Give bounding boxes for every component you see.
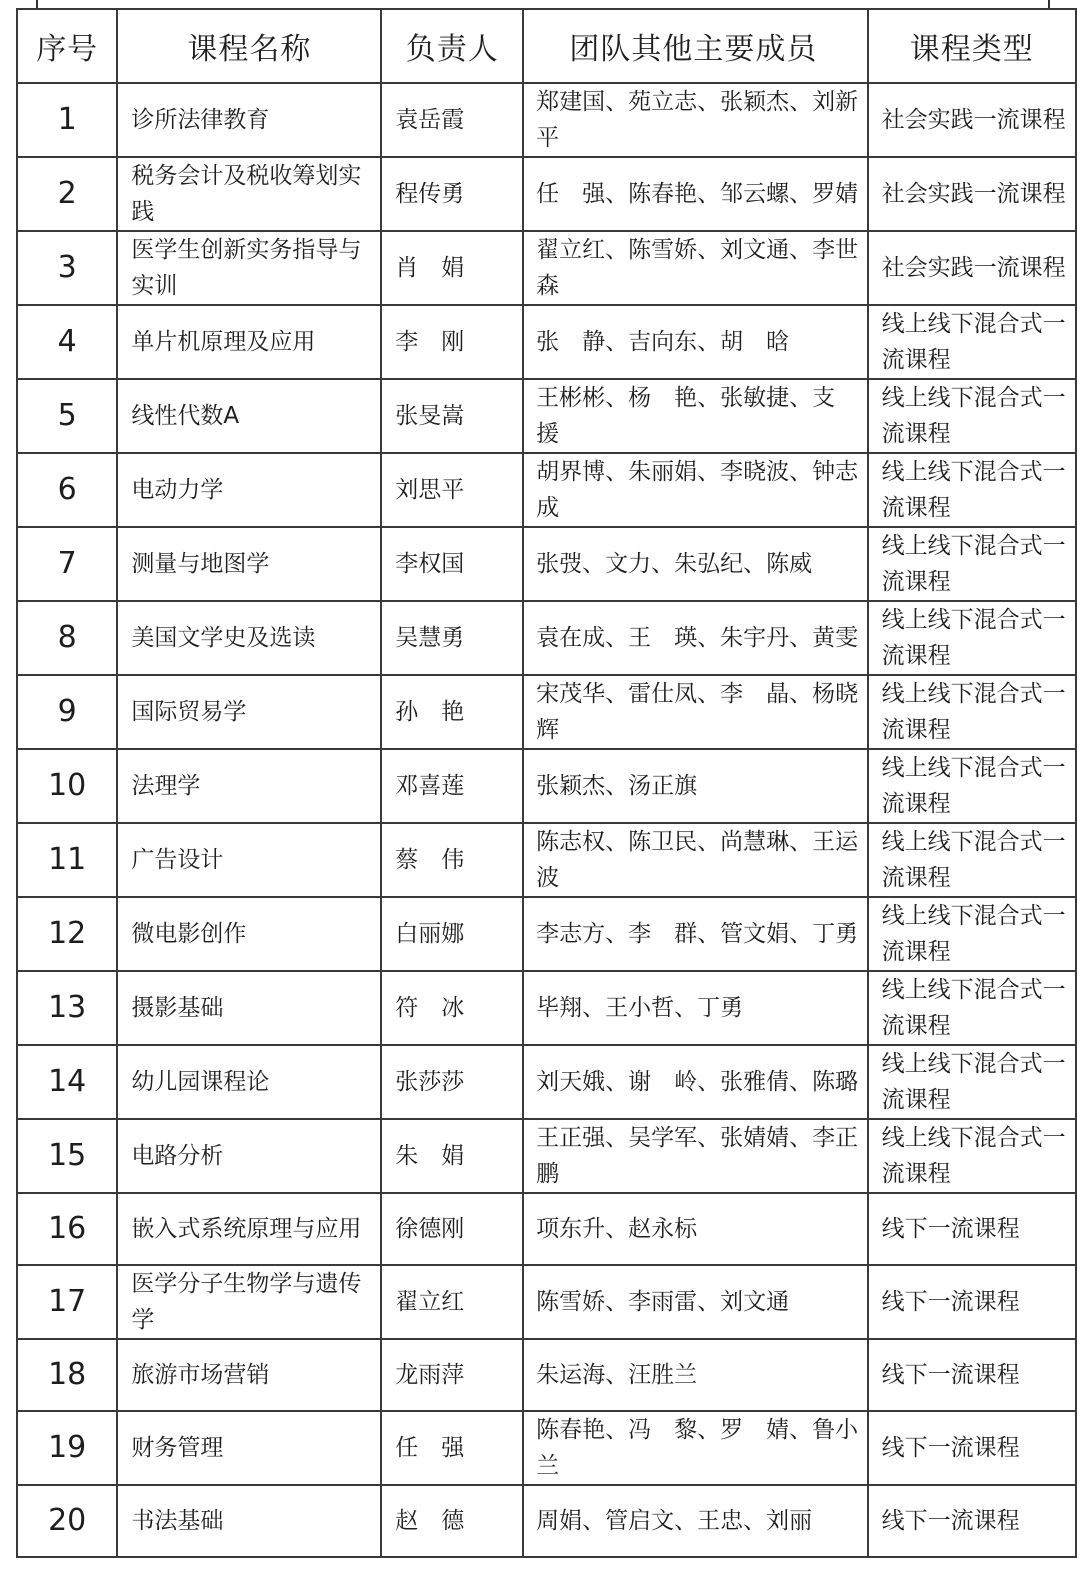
row-leader-cell: [381, 379, 523, 453]
row-course-name-cell: [117, 231, 381, 305]
row-leader-cell: [381, 1265, 523, 1339]
row-no-cell: [17, 527, 117, 601]
row-course-name: 广告设计: [131, 847, 224, 873]
row-team-members-cell: [523, 971, 867, 1045]
row-no: 5: [57, 398, 77, 433]
table-row: [17, 1265, 1076, 1339]
row-leader: 符 冰: [395, 995, 465, 1021]
table-row: [17, 1339, 1076, 1411]
row-leader-cell: [381, 1339, 523, 1411]
row-no-cell: [17, 601, 117, 675]
row-course-type-cell: [868, 749, 1076, 823]
table-row: [17, 1119, 1076, 1193]
row-leader-cell: [381, 749, 523, 823]
row-course-name-cell: [117, 971, 381, 1045]
row-course-name: 单片机原理及应用: [131, 329, 316, 355]
row-team-members: 王正强、吴学军、张婧婧、李正鹏: [536, 1125, 859, 1187]
row-no: 20: [48, 1503, 87, 1538]
row-leader: 张莎莎: [395, 1069, 465, 1095]
row-course-type: 线上线下混合式一流课程: [881, 1051, 1066, 1113]
row-no-cell: [17, 971, 117, 1045]
row-no: 16: [48, 1211, 87, 1246]
row-team-members: 项东升、赵永标: [536, 1216, 698, 1242]
row-course-type-cell: [868, 601, 1076, 675]
row-course-type: 线上线下混合式一流课程: [881, 385, 1066, 447]
row-team-members: 袁在成、王 瑛、朱宇丹、黄雯: [536, 625, 859, 651]
row-leader: 白丽娜: [395, 921, 465, 947]
table-row: [17, 675, 1076, 749]
row-leader: 赵 德: [395, 1508, 465, 1534]
header-row: [17, 9, 1076, 83]
table-row: [17, 1193, 1076, 1265]
row-course-type: 社会实践一流课程: [881, 255, 1066, 281]
row-course-name-cell: [117, 379, 381, 453]
row-course-name: 医学生创新实务指导与实训: [131, 237, 362, 299]
row-leader: 肖 娟: [395, 255, 465, 281]
row-course-type-cell: [868, 1485, 1076, 1557]
row-no: 13: [48, 990, 87, 1025]
row-course-name-cell: [117, 601, 381, 675]
row-course-type: 线上线下混合式一流课程: [881, 755, 1066, 817]
row-leader-cell: [381, 305, 523, 379]
row-course-type-cell: [868, 1193, 1076, 1265]
row-no-cell: [17, 305, 117, 379]
row-team-members: 陈志权、陈卫民、尚慧琳、王运波: [536, 829, 859, 891]
row-no-cell: [17, 83, 117, 157]
row-team-members-cell: [523, 305, 867, 379]
row-leader-cell: [381, 231, 523, 305]
row-leader-cell: [381, 897, 523, 971]
header-no: 序号: [17, 9, 117, 83]
row-course-name-cell: [117, 1339, 381, 1411]
row-team-members-cell: [523, 749, 867, 823]
row-course-name: 嵌入式系统原理与应用: [131, 1216, 362, 1242]
row-leader-cell: [381, 823, 523, 897]
row-leader: 李权国: [395, 551, 465, 577]
row-leader: 程传勇: [395, 181, 465, 207]
row-course-name-cell: [117, 527, 381, 601]
row-no-cell: [17, 675, 117, 749]
row-course-name: 旅游市场营销: [131, 1362, 270, 1388]
row-course-type: 线上线下混合式一流课程: [881, 533, 1066, 595]
row-no-cell: [17, 1265, 117, 1339]
row-leader: 蔡 伟: [395, 847, 465, 873]
table-row: [17, 453, 1076, 527]
row-team-members: 胡界博、朱丽娟、李晓波、钟志成: [536, 459, 859, 521]
row-no: 1: [57, 102, 77, 137]
row-no: 3: [57, 250, 77, 285]
row-team-members-cell: [523, 1045, 867, 1119]
table-row: [17, 1485, 1076, 1557]
edge-line-left: [36, 0, 38, 8]
row-course-name-cell: [117, 675, 381, 749]
row-team-members-cell: [523, 527, 867, 601]
row-course-type-cell: [868, 1339, 1076, 1411]
row-team-members: 陈雪娇、李雨雷、刘文通: [536, 1289, 790, 1315]
row-course-name: 美国文学史及选读: [131, 625, 316, 651]
row-course-name-cell: [117, 1265, 381, 1339]
row-leader-cell: [381, 1193, 523, 1265]
row-team-members: 刘天娥、谢 岭、张雅倩、陈璐: [536, 1069, 859, 1095]
row-course-name: 电路分析: [131, 1143, 224, 1169]
row-no-cell: [17, 1339, 117, 1411]
header-course-type: 课程类型: [868, 9, 1076, 83]
row-course-type-cell: [868, 231, 1076, 305]
row-team-members: 朱运海、汪胜兰: [536, 1362, 698, 1388]
row-team-members-cell: [523, 453, 867, 527]
table-row: [17, 527, 1076, 601]
row-course-type: 线下一流课程: [881, 1508, 1020, 1534]
row-team-members-cell: [523, 157, 867, 231]
row-team-members-cell: [523, 601, 867, 675]
row-course-name-cell: [117, 453, 381, 527]
row-course-name-cell: [117, 1193, 381, 1265]
row-leader: 张旻嵩: [395, 403, 465, 429]
row-course-name: 微电影创作: [131, 921, 247, 947]
table-row: [17, 157, 1076, 231]
row-leader-cell: [381, 157, 523, 231]
row-course-type: 线下一流课程: [881, 1216, 1020, 1242]
row-course-type-cell: [868, 971, 1076, 1045]
row-course-name: 幼儿园课程论: [131, 1069, 270, 1095]
row-no-cell: [17, 453, 117, 527]
row-no: 14: [48, 1064, 87, 1099]
row-course-type-cell: [868, 1411, 1076, 1485]
row-course-name-cell: [117, 157, 381, 231]
row-course-name: 医学分子生物学与遗传学: [131, 1271, 362, 1333]
row-course-type-cell: [868, 157, 1076, 231]
row-leader: 徐德刚: [395, 1216, 465, 1242]
row-course-name-cell: [117, 1119, 381, 1193]
header-team-members: 团队其他主要成员: [523, 9, 867, 83]
row-no-cell: [17, 1411, 117, 1485]
row-no-cell: [17, 897, 117, 971]
table-row: [17, 305, 1076, 379]
row-course-name: 线性代数A: [131, 403, 240, 429]
edge-line-right: [1048, 0, 1050, 8]
row-course-name: 诊所法律教育: [131, 107, 270, 133]
row-course-name-cell: [117, 1411, 381, 1485]
table-row: [17, 601, 1076, 675]
row-team-members-cell: [523, 1411, 867, 1485]
row-course-type: 线上线下混合式一流课程: [881, 1125, 1066, 1187]
row-team-members: 任 强、陈春艳、邹云螺、罗婧: [536, 181, 859, 207]
row-leader: 朱 娟: [395, 1143, 465, 1169]
row-team-members-cell: [523, 83, 867, 157]
table-body: [17, 83, 1076, 1557]
row-leader-cell: [381, 601, 523, 675]
row-no: 9: [57, 694, 77, 729]
row-course-name-cell: [117, 305, 381, 379]
row-no-cell: [17, 1485, 117, 1557]
row-course-type-cell: [868, 897, 1076, 971]
table-row: [17, 231, 1076, 305]
row-course-type-cell: [868, 675, 1076, 749]
table-row: [17, 749, 1076, 823]
row-no: 15: [48, 1138, 87, 1173]
row-course-type-cell: [868, 823, 1076, 897]
row-team-members-cell: [523, 231, 867, 305]
row-team-members-cell: [523, 1265, 867, 1339]
row-course-type: 线下一流课程: [881, 1435, 1020, 1461]
header-leader: 负责人: [381, 9, 523, 83]
row-course-name: 法理学: [131, 773, 201, 799]
row-no: 12: [48, 916, 87, 951]
row-team-members-cell: [523, 823, 867, 897]
row-course-type: 线上线下混合式一流课程: [881, 829, 1066, 891]
row-no: 6: [57, 472, 77, 507]
row-leader: 袁岳霞: [395, 107, 465, 133]
row-course-type-cell: [868, 379, 1076, 453]
row-course-name-cell: [117, 83, 381, 157]
row-team-members-cell: [523, 897, 867, 971]
row-no: 7: [57, 546, 77, 581]
row-leader-cell: [381, 1411, 523, 1485]
row-course-type-cell: [868, 1119, 1076, 1193]
row-leader: 孙 艳: [395, 699, 465, 725]
row-no: 18: [48, 1357, 87, 1392]
row-course-type-cell: [868, 453, 1076, 527]
row-team-members: 王彬彬、杨 艳、张敏捷、支 援: [536, 385, 859, 447]
header-course-name: 课程名称: [117, 9, 381, 83]
row-course-name: 税务会计及税收筹划实践: [131, 163, 362, 225]
row-team-members-cell: [523, 1193, 867, 1265]
row-course-type: 线上线下混合式一流课程: [881, 459, 1066, 521]
row-course-type-cell: [868, 1265, 1076, 1339]
row-leader-cell: [381, 971, 523, 1045]
row-leader-cell: [381, 527, 523, 601]
row-leader: 龙雨萍: [395, 1362, 465, 1388]
row-team-members: 周娟、管启文、王忠、刘丽: [536, 1508, 813, 1534]
row-team-members-cell: [523, 1339, 867, 1411]
row-course-name-cell: [117, 1045, 381, 1119]
row-team-members-cell: [523, 1485, 867, 1557]
row-course-type: 社会实践一流课程: [881, 107, 1066, 133]
row-team-members: 张弢、文力、朱弘纪、陈威: [536, 551, 813, 577]
row-leader-cell: [381, 83, 523, 157]
table-row: [17, 823, 1076, 897]
row-team-members: 毕翔、王小哲、丁勇: [536, 995, 744, 1021]
row-no-cell: [17, 157, 117, 231]
row-leader-cell: [381, 453, 523, 527]
row-course-type: 线上线下混合式一流课程: [881, 681, 1066, 743]
row-no: 10: [48, 768, 87, 803]
table-row: [17, 1045, 1076, 1119]
row-course-name: 书法基础: [131, 1508, 224, 1534]
row-course-type: 线下一流课程: [881, 1362, 1020, 1388]
row-no: 2: [57, 176, 77, 211]
row-course-type: 线上线下混合式一流课程: [881, 977, 1066, 1039]
row-no-cell: [17, 231, 117, 305]
row-no: 17: [48, 1284, 87, 1319]
table-header: [17, 9, 1076, 83]
row-course-type-cell: [868, 83, 1076, 157]
row-course-type-cell: [868, 527, 1076, 601]
row-no-cell: [17, 823, 117, 897]
row-leader: 李 刚: [395, 329, 465, 355]
table-row: [17, 1411, 1076, 1485]
row-course-name-cell: [117, 897, 381, 971]
row-leader: 吴慧勇: [395, 625, 465, 651]
row-course-name-cell: [117, 823, 381, 897]
row-no-cell: [17, 1045, 117, 1119]
row-course-name-cell: [117, 749, 381, 823]
row-no-cell: [17, 1193, 117, 1265]
row-leader-cell: [381, 1119, 523, 1193]
row-leader-cell: [381, 1045, 523, 1119]
row-course-name: 电动力学: [131, 477, 224, 503]
row-no: 19: [48, 1430, 87, 1465]
course-table: [16, 8, 1077, 1558]
row-team-members: 李志方、李 群、管文娟、丁勇: [536, 921, 859, 947]
table-row: [17, 379, 1076, 453]
row-no-cell: [17, 1119, 117, 1193]
row-course-type: 线上线下混合式一流课程: [881, 311, 1066, 373]
top-edge-fragment: [0, 0, 1077, 8]
table-row: [17, 83, 1076, 157]
row-course-type: 线下一流课程: [881, 1289, 1020, 1315]
row-no-cell: [17, 749, 117, 823]
row-course-type-cell: [868, 305, 1076, 379]
row-no-cell: [17, 379, 117, 453]
row-leader-cell: [381, 675, 523, 749]
table-row: [17, 971, 1076, 1045]
row-team-members-cell: [523, 1119, 867, 1193]
row-leader: 任 强: [395, 1435, 465, 1461]
row-team-members: 郑建国、苑立志、张颖杰、刘新平: [536, 89, 859, 151]
row-no: 11: [48, 842, 87, 877]
row-team-members: 宋茂华、雷仕凤、李 晶、杨晓辉: [536, 681, 859, 743]
row-course-type-cell: [868, 1045, 1076, 1119]
row-team-members: 陈春艳、冯 黎、罗 婧、鲁小兰: [536, 1417, 859, 1479]
row-leader: 邓喜莲: [395, 773, 465, 799]
row-leader-cell: [381, 1485, 523, 1557]
row-leader: 翟立红: [395, 1289, 465, 1315]
row-course-name: 测量与地图学: [131, 551, 270, 577]
table-row: [17, 897, 1076, 971]
row-course-name-cell: [117, 1485, 381, 1557]
row-course-type: 线上线下混合式一流课程: [881, 903, 1066, 965]
row-leader: 刘思平: [395, 477, 465, 503]
row-course-type: 社会实践一流课程: [881, 181, 1066, 207]
row-team-members: 翟立红、陈雪娇、刘文通、李世森: [536, 237, 859, 299]
row-course-name: 财务管理: [131, 1435, 224, 1461]
row-team-members: 张 静、吉向东、胡 晗: [536, 329, 790, 355]
row-team-members-cell: [523, 379, 867, 453]
row-no: 8: [57, 620, 77, 655]
row-course-type: 线上线下混合式一流课程: [881, 607, 1066, 669]
row-course-name: 国际贸易学: [131, 699, 247, 725]
row-team-members: 张颖杰、汤正旗: [536, 773, 698, 799]
row-team-members-cell: [523, 675, 867, 749]
row-no: 4: [57, 324, 77, 359]
row-course-name: 摄影基础: [131, 995, 224, 1021]
